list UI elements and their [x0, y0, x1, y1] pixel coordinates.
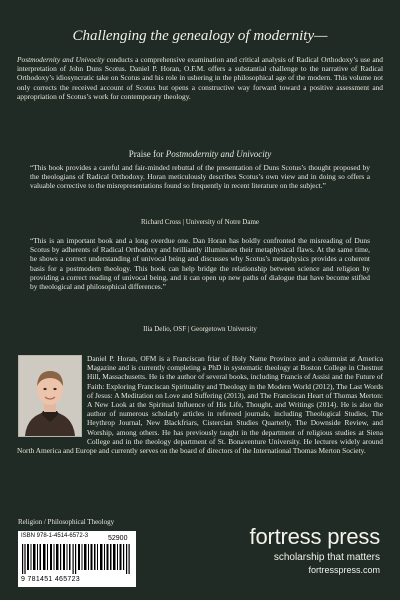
praise-heading: [0, 149, 400, 159]
praise-prefix: Praise for: [128, 149, 166, 159]
book-description-text: conducts a comprehensive examination and critical analysis of Radical Orthodoxy’s use and interpretation of John Duns Scotus. Daniel P. Horan, O.F.M. offers a substantial challenge to the narrative of Radical Orthodoxy’s idiosyncratic take on Scotus and his role in ushering in the philosophical age of the modern. This volume not only corrects the received account of Scotus but opens a constructive way forward toward a positive assessment and appropriation of Scotus’s work for contemporary theology.: [17, 55, 383, 101]
publisher-website: fortresspress.com: [308, 565, 380, 575]
endorsement-attribution-1: Richard Cross | University of Notre Dame: [140, 218, 260, 226]
subject-category: Religion / Philosophical Theology: [18, 518, 115, 526]
barcode-digits: 9 781451 465723: [21, 576, 80, 583]
praise-title: Postmodernity and Univocity: [165, 149, 272, 159]
publisher-brand: [190, 525, 380, 575]
endorsement-quote-1: “This book provides a careful and fair-minded rebuttal of the presentation of Duns Scotus’s thought proposed by the theologians of Radical Orthodoxy. Horan meticulously describes Scotus’s own view and in doing so offers a valuable corrective to the misrepresentations found so frequently in recent literature on the subject.”: [30, 163, 370, 191]
publisher-tagline: scholarship that matters: [273, 552, 380, 563]
isbn-number: ISBN 978-1-4514-6572-3: [21, 533, 89, 539]
endorsement-attribution-2: Ilia Delio, OSF | Georgetown University: [143, 325, 257, 333]
book-title-italic: Postmodernity and Univocity: [17, 55, 105, 64]
barcode-bars-icon: [22, 544, 132, 574]
cover-heading: Challenging the genealogy of modernity—: [72, 28, 328, 44]
isbn-barcode: [18, 531, 136, 587]
book-description: [17, 55, 383, 101]
author-bio-text: Daniel P. Horan, OFM is a Franciscan friar of Holy Name Province and a columnist at America Magazine and is currently completing a PhD in systematic theology at Boston College in Chestnut Hill, Massachusetts. He is the author of several books, including Francis of Assisi and the Future of Faith: Exploring Franciscan Spirituality and Theology in the Modern World (2012), The Last Words of Jesus: A Meditation on Love and Suffering (2013), and The Franciscan Heart of Thomas Merton: A New Look at the Spiritual Influence of His Life, Thought, and Writings (2014). He is also the author of numerous scholarly articles in refereed journals, including Theological Studies, The Heythrop Journal, New Blackfriars, Cistercian Studies Quarterly, The Downside Review, and Worship, among others. He has previously taught in the department of religious studies at Siena College and in the theology department of St. Bonaventure University. He lectures widely around North America and Europe and currently serves on the board of directors of the International Thomas Merton Society.: [17, 354, 383, 456]
author-bio: [17, 354, 383, 455]
endorsement-quote-2: “This is an important book and a long overdue one. Dan Horan has boldly confronted the misreading of Duns Scotus by adherents of Radical Orthodoxy and brilliantly illuminates their metaphysical flaws. At the same time, he shows a correct understanding of univocal being and discusses why Scotus’s metaphysics provides a coherent basis for a postmodern theology. This book can help bridge the relationship between science and religion by providing a correct reading of univocal being, and it can open up new paths of dialogue that have become stifled by theological and philosophical differences.”: [30, 236, 370, 292]
price-code: 52900: [108, 535, 128, 542]
publisher-name: fortress press: [249, 524, 380, 549]
